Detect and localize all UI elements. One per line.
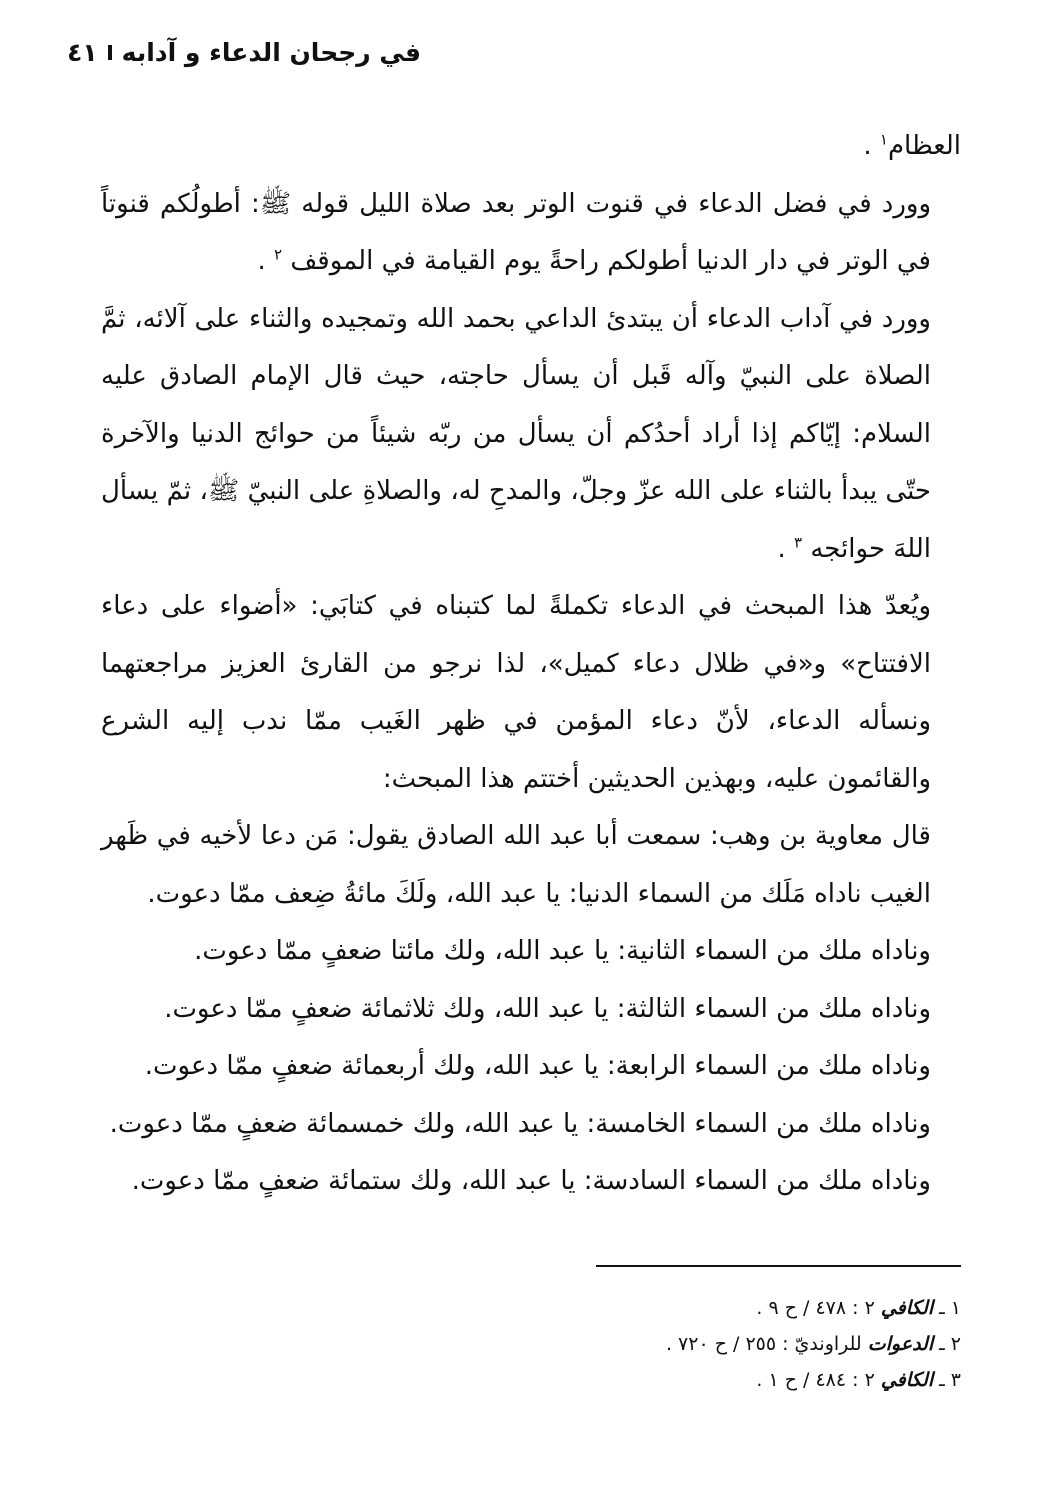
paragraph: وناداه ملك من السماء الخامسة: يا عبد الله، ولك خمسمائة ضعفٍ ممّا دعوت. [109, 1108, 931, 1139]
footnote-detail: ٢ : ٤٧٨ / ح ٩ . [756, 1297, 875, 1319]
paragraph-end: . [257, 246, 266, 276]
paragraph: وناداه ملك من السماء الثالثة: يا عبد الله، ولك ثلاثمائة ضعفٍ ممّا دعوت. [164, 993, 931, 1024]
footnote-ref[interactable]: ٣ [794, 532, 803, 551]
paragraph [101, 291, 961, 579]
footnote-number: ١ ـ [939, 1297, 961, 1319]
running-header [67, 38, 421, 67]
paragraph-text: العظام [887, 131, 961, 161]
footnote [101, 1362, 961, 1398]
footnote-ref[interactable]: ١ [879, 130, 888, 149]
footnotes [101, 1290, 961, 1398]
paragraph: ويُعدّ هذا المبحث في الدعاء تكملةً لما كتبناه في كتابَي: «أضواء على دعاء الافتتاح» و«في ظلال دعاء كميل»، لذا نرجو من القارئ العزيز مراجعتهما ونسأله الدعاء، لأنّ دعاء المؤمن في ظهر الغَيب ممّا ندب إليه الشرع والقائمون عليه، وبهذين الحديثين أختتم هذا المبحث: [101, 591, 931, 794]
footnote-detail: ٢ : ٤٨٤ / ح ١ . [756, 1369, 875, 1391]
footnote-number: ٣ ـ [939, 1369, 961, 1391]
footnote-divider [596, 1265, 961, 1267]
paragraph-end: . [777, 533, 786, 564]
paragraph: قال معاوية بن وهب: سمعت أبا عبد الله الصادق يقول: مَن دعا لأخيه في ظَهر الغيب ناداه مَلَك من السماء الدنيا: يا عبد الله، ولَكَ مائةُ ضِعف ممّا دعوت. [101, 821, 931, 909]
footnote-source: الدعوات [867, 1333, 934, 1355]
paragraph [101, 118, 961, 176]
footnote-detail: للراونديّ : ٢٥٥ / ح ٧٢٠ . [665, 1333, 862, 1355]
paragraph-end: . [863, 131, 872, 161]
footnote-source: الكافي [880, 1297, 934, 1319]
footnote-source: الكافي [880, 1369, 934, 1391]
footnote-number: ٢ ـ [939, 1333, 961, 1355]
paragraph-text: وورد في آداب الدعاء أن يبتدئ الداعي بحمد الله وتمجيده والثناء على آلائه، ثمَّ الصلاة على النبيّ وآله قَبل أن يسأل حاجته، حيث قال الإمام الصادق عليه السلام: إيّاكم إذا أراد أحدُكم أن يسأل من ربّه شيئاً من حوائج الدنيا والآخرة حتّى يبدأ بالثناء على الله عزّ وجلّ، والمدحِ له، والصلاةِ على النبيّ ﷺ، ثمّ يسأل اللهَ حوائجه [101, 303, 931, 564]
header-title: في رجحان الدعاء و آدابه [121, 38, 421, 67]
page-number: ٤١ [67, 38, 98, 67]
footnote-ref[interactable]: ٢ [274, 245, 283, 264]
paragraph: وناداه ملك من السماء الثانية: يا عبد الله، ولك مائتا ضعفٍ ممّا دعوت. [194, 936, 931, 966]
footnote [101, 1290, 961, 1326]
square-ornament-icon [108, 45, 112, 60]
paragraph [101, 176, 961, 291]
paragraph: وناداه ملك من السماء السادسة: يا عبد الله، ولك ستمائة ضعفٍ ممّا دعوت. [131, 1166, 931, 1196]
footnote [101, 1326, 961, 1362]
body-text [101, 118, 961, 1211]
paragraph: وناداه ملك من السماء الرابعة: يا عبد الله، ولك أربعمائة ضعفٍ ممّا دعوت. [144, 1051, 931, 1081]
paragraph-text: وورد في فضل الدعاء في قنوت الوتر بعد صلاة الليل قوله ﷺ: أطولُكم قنوتاً في الوتر في دار الدنيا أطولكم راحةً يوم القيامة في الموقف [101, 188, 931, 276]
